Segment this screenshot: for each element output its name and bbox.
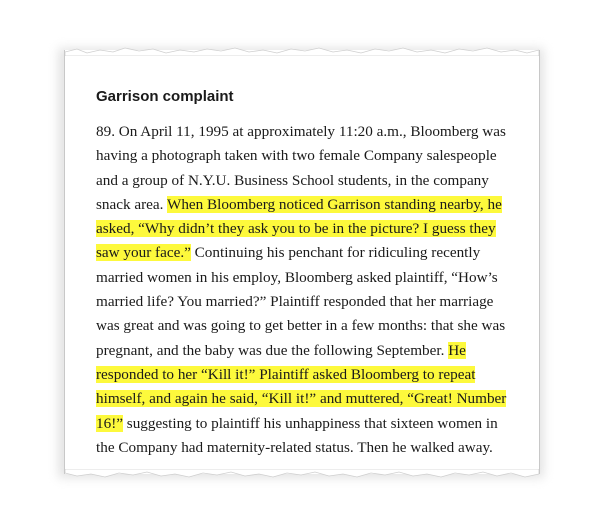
text-line <box>96 144 516 168</box>
text-segment: having a photograph taken with two female Company salespeople <box>96 147 497 165</box>
text-line <box>96 169 516 193</box>
text-line <box>96 266 516 290</box>
highlighted-text: saw your face.” <box>96 244 191 262</box>
text-segment: married women in his employ, Bloomberg asked plaintiff, “How’s <box>96 268 498 286</box>
text-line <box>96 436 516 460</box>
text-segment: suggesting to plaintiff his unhappiness that sixteen women in <box>123 414 498 432</box>
highlighted-text: When Bloomberg noticed Garrison standing nearby, he <box>166 195 502 213</box>
text-segment: 89. On April 11, 1995 at approximately 11:20 a.m., Bloomberg was <box>96 123 506 140</box>
highlighted-text: responded to her “Kill it!” Plaintiff asked Bloomberg to repeat <box>96 365 476 383</box>
torn-bottom-edge <box>65 469 539 479</box>
text-line <box>96 241 516 265</box>
highlighted-text: He <box>448 341 466 359</box>
text-line <box>96 412 516 436</box>
text-segment: married life? You married?” Plaintiff responded that her marriage <box>96 293 494 311</box>
torn-paper-clipping <box>64 50 540 474</box>
text-line <box>96 217 516 241</box>
text-line <box>96 120 516 144</box>
highlighted-text: 16!” <box>96 414 123 432</box>
text-line <box>96 290 516 314</box>
text-segment: was great and was going to get better in a few months: that she was <box>96 317 506 335</box>
text-line <box>96 193 516 217</box>
text-segment: and a group of N.Y.U. Business School students, in the company <box>96 171 489 189</box>
highlighted-text: himself, and again he said, “Kill it!” and muttered, “Great! Number <box>96 390 507 408</box>
text-line <box>96 339 516 363</box>
text-line <box>96 387 516 411</box>
text-segment: the Company had maternity-related status. Then he walked away. <box>96 438 493 456</box>
highlighted-text: asked, “Why didn’t they ask you to be in the picture? I guess they <box>96 220 496 238</box>
text-line <box>96 314 516 338</box>
text-line <box>96 363 516 387</box>
section-heading: Garrison complaint <box>96 88 234 105</box>
text-segment: Continuing his penchant for ridiculing recently <box>190 244 481 262</box>
torn-top-edge <box>65 46 539 56</box>
text-segment: pregnant, and the baby was due the following September. <box>96 341 449 359</box>
complaint-paragraph <box>96 120 516 460</box>
text-segment: snack area. <box>96 195 167 213</box>
